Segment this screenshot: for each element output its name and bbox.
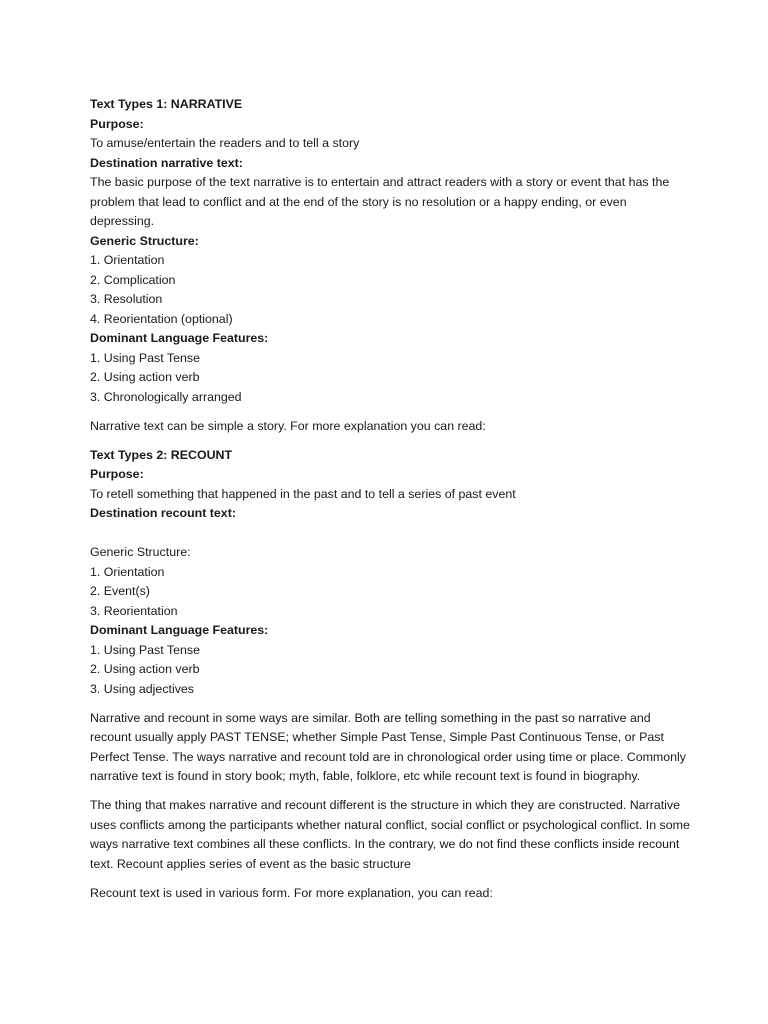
narrative-destination-text: The basic purpose of the text narrative is to entertain and attract readers with a story or event that has the problem that lead to conflict and at the end of the story is no resolution or a happy ending, or even depressing. (90, 175, 670, 228)
recount-structure-item: 1. Orientation (90, 564, 165, 579)
recount-feature-item: 2. Using action verb (90, 662, 200, 676)
recount-purpose-text: To retell something that happened in the past and to tell a series of past event (90, 486, 516, 501)
narrative-structure-item: 1. Orientation (90, 253, 165, 267)
recount-destination-label: Destination recount text: (90, 506, 236, 520)
narrative-purpose-label: Purpose: (90, 116, 144, 131)
narrative-structure-label: Generic Structure: (90, 233, 199, 248)
recount-features-label: Dominant Language Features: (90, 623, 269, 637)
recount-structure-label: Generic Structure: (90, 545, 191, 559)
narrative-structure-item: 3. Resolution (90, 292, 163, 306)
narrative-heading: Text Types 1: NARRATIVE (90, 97, 243, 111)
narrative-structure-item: 2. Complication (90, 272, 176, 287)
spacer (90, 524, 690, 544)
spacer (90, 699, 690, 709)
spacer (90, 407, 690, 417)
narrative-closing: Narrative text can be simple a story. For more explanation you can read: (90, 418, 486, 433)
comparison-paragraph-1: Narrative and recount in some ways are similar. Both are telling something in the past so narrative and recount usually apply PAST TENSE; whether Simple Past Tense, Simple Past Continuous Tense, or Past Perfect Tense. The ways narrative and recount told are in chronological order using time or place. Commonly narrative text is found in story book; myth, fable, folklore, etc while recount text is found in biography. (90, 710, 686, 783)
narrative-feature-item: 3. Chronologically arranged (90, 389, 242, 404)
narrative-feature-item: 1. Using Past Tense (90, 350, 200, 365)
comparison-paragraph-2: The thing that makes narrative and recount different is the structure in which they are constructed. Narrative uses conflicts among the participants whether natural conflict, social conflict or psychological conflict. In some ways narrative text combines all these conflicts. In the contrary, we do not find these conflicts inside recount text. Recount applies series of event as the basic structure (90, 798, 690, 871)
narrative-destination-label: Destination narrative text: (90, 155, 243, 170)
narrative-purpose-text: To amuse/entertain the readers and to tell a story (90, 136, 360, 150)
spacer (90, 436, 690, 446)
narrative-structure-item: 4. Reorientation (optional) (90, 311, 233, 326)
narrative-feature-item: 2. Using action verb (90, 370, 200, 384)
recount-closing: Recount text is used in various form. For more explanation, you can read: (90, 885, 493, 900)
recount-purpose-label: Purpose: (90, 467, 144, 481)
recount-feature-item: 1. Using Past Tense (90, 642, 200, 657)
spacer (90, 787, 690, 797)
spacer (90, 874, 690, 884)
recount-heading: Text Types 2: RECOUNT (90, 447, 233, 462)
narrative-features-label: Dominant Language Features: (90, 331, 269, 345)
recount-structure-item: 2. Event(s) (90, 584, 150, 598)
recount-feature-item: 3. Using adjectives (90, 681, 194, 696)
document-page (90, 95, 690, 903)
recount-structure-item: 3. Reorientation (90, 603, 178, 618)
